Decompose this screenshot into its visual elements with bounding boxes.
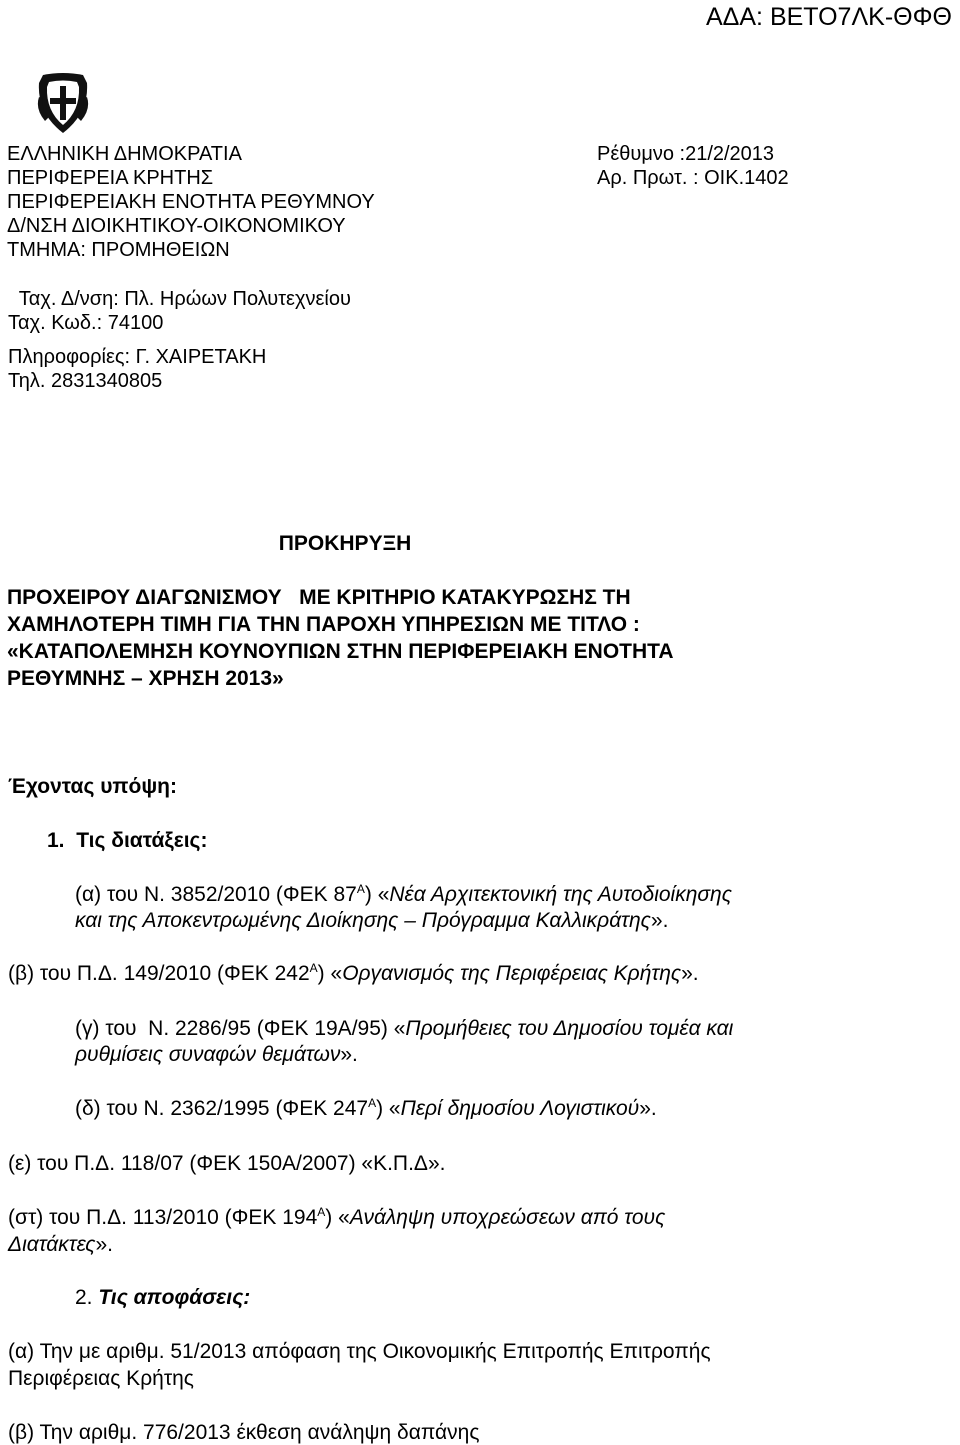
issuer-line: ΠΕΡΙΦΕΡΕΙΑΚΗ ΕΝΟΤΗΤΑ ΡΕΘΥΜΝΟΥ <box>7 191 375 213</box>
provision-d <box>75 1096 657 1121</box>
subject-line: «ΚΑΤΑΠΟΛΕΜΗΣΗ ΚΟΥΝΟΥΠΙΩΝ ΣΤΗΝ ΠΕΡΙΦΕΡΕΙΑΚΗ ΕΝΟΤΗΤΑ <box>7 640 674 663</box>
document-title: ΠΡΟΚΗΡΥΞΗ <box>278 532 412 555</box>
superscript: Α <box>309 961 318 975</box>
item-2-label: Τις αποφάσεις: <box>98 1286 251 1309</box>
provision-a-title-cont: και της Αποκεντρωμένης Διοίκησης – Πρόγραμμα Καλλικράτης <box>75 909 651 932</box>
provision-c-title: Προμήθειες του Δημοσίου τομέα και <box>405 1017 734 1040</box>
decision-b: (β) Την αριθμ. 776/2013 έκθεση ανάληψη δαπάνης <box>8 1421 480 1444</box>
decision-a-line1: (α) Την με αριθμ. 51/2013 απόφαση της Οικονομικής Επιτροπής Επιτροπής <box>8 1340 711 1363</box>
provision-e: (ε) του Π.Δ. 118/07 (ΦΕΚ 150Α/2007) «Κ.Π.Δ». <box>8 1152 446 1175</box>
contact-block <box>8 287 351 393</box>
date-protocol-block <box>597 142 789 190</box>
provision-st-title-cont: Διατάκτες <box>8 1233 96 1256</box>
postal-address: Ταχ. Δ/νση: Πλ. Ηρώων Πολυτεχνείου <box>8 288 351 310</box>
subject-line: ΠΡΟΧΕΙΡΟΥ ΔΙΑΓΩΝΙΣΜΟΥ ΜΕ ΚΡΙΤΗΡΙΟ ΚΑΤΑΚΥΡΩΣΗΣ ΤΗ <box>7 586 631 609</box>
provision-st-title: Ανάληψη υποχρεώσεων από τους <box>349 1206 666 1229</box>
item-2-number: 2. <box>75 1286 93 1309</box>
provision-st-line1 <box>8 1205 665 1230</box>
provision-st-prefix: (στ) του Π.Δ. 113/2010 (ΦΕΚ 194 <box>8 1206 318 1229</box>
provision-a-title: Νέα Αρχιτεκτονική της Αυτοδιοίκησης <box>389 883 732 906</box>
provision-d-end: ». <box>639 1097 657 1120</box>
phone-number: Τηλ. 2831340805 <box>8 370 163 392</box>
postal-code: Ταχ. Κωδ.: 74100 <box>8 312 164 334</box>
provision-c-end: ». <box>340 1043 358 1066</box>
superscript: Α <box>317 1205 326 1219</box>
provision-b-prefix: (β) του Π.Δ. 149/2010 (ΦΕΚ 242 <box>8 962 310 985</box>
provision-d-prefix: (δ) του Ν. 2362/1995 (ΦΕΚ 247 <box>75 1097 369 1120</box>
provision-st-end: ». <box>95 1233 114 1256</box>
protocol-number: Αρ. Πρωτ. : ΟΙΚ.1402 <box>597 167 789 189</box>
provision-d-mid: ) « <box>376 1097 401 1120</box>
item-1-number: 1. <box>47 829 65 852</box>
issuer-line: ΠΕΡΙΦΕΡΕΙΑ ΚΡΗΤΗΣ <box>7 167 214 189</box>
provision-st-mid: ) « <box>325 1206 350 1229</box>
having-regard-heading: Έχοντας υπόψη: <box>8 775 177 798</box>
subject-line: ΧΑΜΗΛΟΤΕΡΗ ΤΙΜΗ ΓΙΑ ΤΗΝ ΠΑΡΟΧΗ ΥΠΗΡΕΣΙΩΝ ΜΕ ΤΙΤΛΟ : <box>7 613 640 636</box>
superscript: Α <box>368 1096 377 1110</box>
provision-a-end: ». <box>650 909 669 932</box>
provision-a-line1 <box>75 882 732 907</box>
item-2 <box>75 1285 250 1310</box>
provision-c-title-cont: ρυθμίσεις συναφών θεμάτων <box>75 1043 341 1066</box>
issuer-line: ΕΛΛΗΝΙΚΗ ΔΗΜΟΚΡΑΤΙΑ <box>7 143 242 165</box>
provision-c-prefix: (γ) του Ν. 2286/95 (ΦΕΚ 19Α/95) « <box>75 1017 406 1040</box>
issuer-line: Δ/ΝΣΗ ΔΙΟΙΚΗΤΙΚΟΥ-ΟΙΚΟΝΟΜΙΚΟΥ <box>7 215 346 237</box>
contact-person: Πληροφορίες: Γ. ΧΑΙΡΕΤΑΚΗ <box>8 346 267 368</box>
provision-c-line2 <box>75 1042 358 1067</box>
item-1 <box>47 828 207 853</box>
subject-line: ΡΕΘΥΜΝΗΣ – ΧΡΗΣΗ 2013» <box>7 667 284 690</box>
item-1-label: Τις διατάξεις: <box>76 829 208 852</box>
issuer-line: ΤΜΗΜΑ: ΠΡΟΜΗΘΕΙΩΝ <box>7 239 230 261</box>
provision-a-line2 <box>75 908 668 933</box>
provision-a-prefix: (α) του Ν. 3852/2010 (ΦΕΚ 87 <box>75 883 357 906</box>
provision-b-mid: ) « <box>317 962 343 985</box>
subject-block <box>7 585 907 693</box>
superscript: Α <box>356 882 365 896</box>
ada-code: ΑΔΑ: ΒΕΤΟ7ΛΚ-ΘΦΘ <box>706 3 952 31</box>
provision-c-line1 <box>75 1016 733 1041</box>
decision-a-line2: Περιφέρειας Κρήτης <box>8 1367 194 1390</box>
provision-d-title: Περί δημοσίου Λογιστικού <box>400 1097 640 1120</box>
provision-b-end: ». <box>681 962 699 985</box>
provision-b <box>8 961 699 986</box>
document-date: Ρέθυμνο :21/2/2013 <box>597 143 775 165</box>
issuer-block <box>7 142 375 262</box>
provision-a-mid: ) « <box>364 883 390 906</box>
provision-st-line2 <box>8 1232 113 1257</box>
provision-b-title: Οργανισμός της Περιφέρειας Κρήτης <box>342 962 682 985</box>
greek-coat-of-arms-icon <box>37 73 89 135</box>
